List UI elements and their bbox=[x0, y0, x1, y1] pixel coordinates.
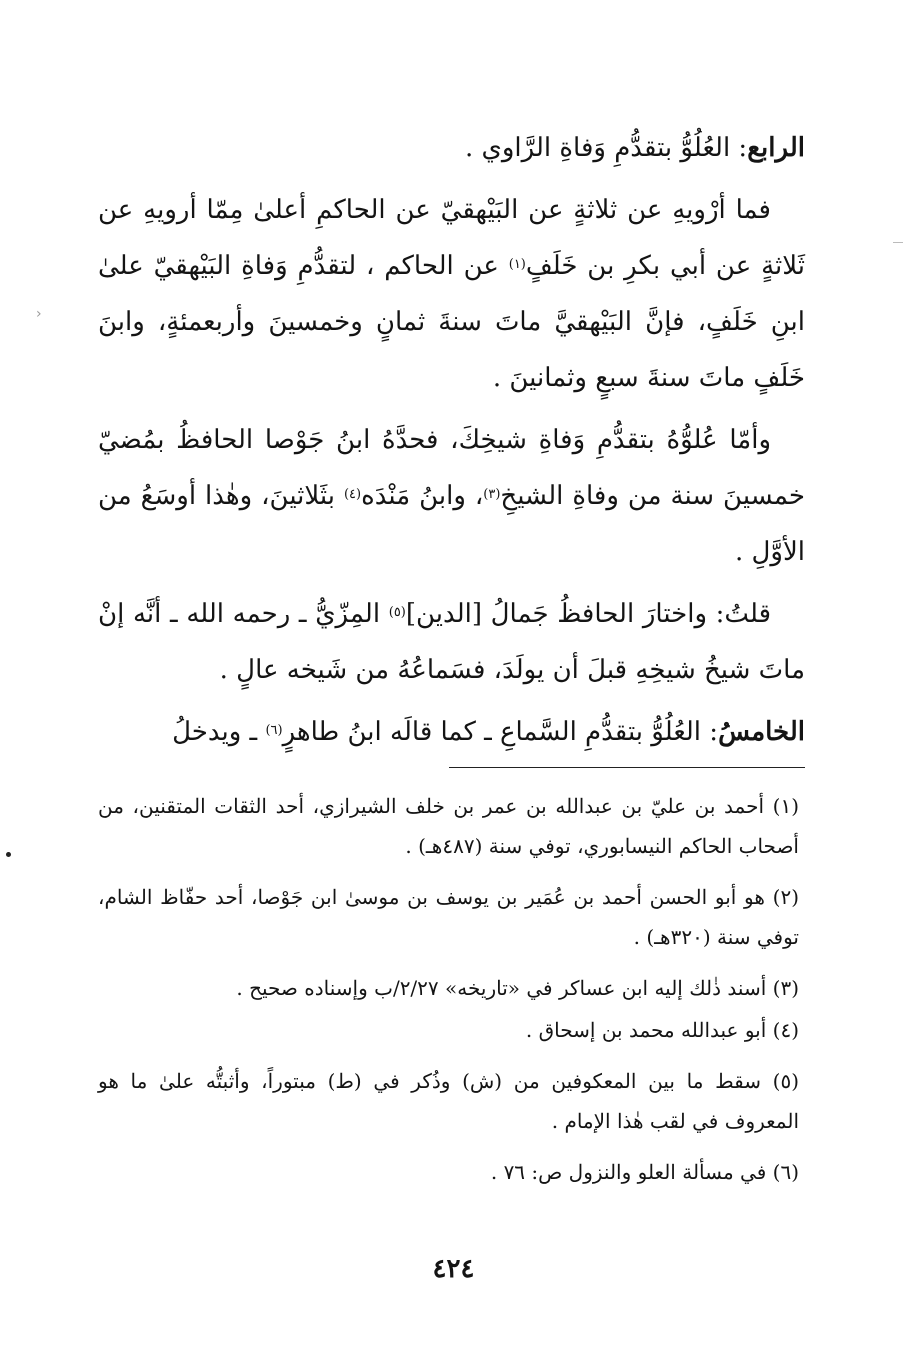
main-text bbox=[98, 120, 805, 766]
footnote-1: (١) أحمد بن عليّ بن عبدالله بن عمر بن خلف الشيرازي، أحد الثقات المتقنين، من أصحاب الحاكم النيسابوري، توفي سنة (٤٨٧هـ) . bbox=[98, 794, 799, 858]
paragraph-text: عن الحاكم ، لتقدُّمِ وَفاةِ البَيْهقيّ علىٰ ابنِ خَلَفٍ، فإنَّ البَيْهقيَّ ماتَ سنةَ ثمانٍ وخمسينَ وأربعمئةٍ، وابنَ خَلَفٍ ماتَ سنةَ سبعٍ وثمانينَ . bbox=[98, 251, 805, 393]
paragraph-text: وأمّا عُلوُّهُ بتقدُّمِ وَفاةِ شيخِكَ، فحدَّهُ ابنُ جَوْصا الحافظُ بمُضيّ خمسينَ سنة من وفاةِ الشيخِ bbox=[98, 425, 805, 511]
paragraph-text: قلتُ: واختارَ الحافظُ جَمالُ [الدين] bbox=[405, 599, 771, 629]
footnote-6: (٦) في مسألة العلو والنزول ص: ٧٦ . bbox=[490, 1160, 799, 1184]
footnote-4: (٤) أبو عبدالله محمد بن إسحاق . bbox=[525, 1018, 799, 1042]
footnote-marker-6: (٦) bbox=[265, 723, 283, 738]
paragraph-text: : العُلُوُّ بتقدُّمِ السَّماعِ ـ كما قالَه ابنُ طاهرٍ bbox=[282, 717, 719, 747]
page-number: ٤٢٤ bbox=[432, 1254, 475, 1284]
paragraph-fourth-type bbox=[98, 120, 805, 176]
footnote-marker-5: (٥) bbox=[388, 605, 406, 620]
paragraph-fifth-type bbox=[98, 704, 805, 760]
footnote-3: (٣) أسند ذٰلك إليه ابن عساكر في «تاريخه» ٢/٢٧/ب وإسناده صحيح . bbox=[236, 976, 799, 1000]
paragraph-text: ، وابنُ مَنْدَه bbox=[361, 481, 484, 511]
margin-dot bbox=[6, 852, 11, 857]
footnote-marker-3: (٣) bbox=[483, 487, 501, 502]
footnote-marker-1: (١) bbox=[508, 257, 526, 272]
paragraph-bayhaqi bbox=[98, 182, 805, 406]
paragraph-text: المِزّيُّ ـ رحمه الله ـ أنَّه إنْ ماتَ شيخُ شيخِهِ قبلَ أن يولَدَ، فسَماعُهُ من شَيخه عالٍ . bbox=[98, 599, 805, 685]
footnote-5: (٥) سقط ما بين المعكوفين من (ش) وذُكر في (ط) مبتوراً، وأثبتُّه علىٰ ما هو المعروف في لقب هٰذا الإمام . bbox=[98, 1069, 799, 1133]
footnote-2: (٢) هو أبو الحسن أحمد بن عُمَير بن يوسف بن موسىٰ ابن جَوْصا، أحد حفّاظ الشام، توفي سنة (٣٢٠هـ) . bbox=[98, 885, 799, 949]
paragraph-text: : العُلُوُّ بتقدُّمِ وَفاةِ الرَّاوي . bbox=[464, 133, 748, 163]
heading-term-fourth: الرابع bbox=[747, 133, 805, 163]
heading-term-fifth: الخامسُ bbox=[718, 717, 805, 747]
margin-arrow-icon: ‹ bbox=[36, 306, 42, 322]
footnote-marker-4: (٤) bbox=[343, 487, 362, 502]
footnotes bbox=[98, 786, 799, 1203]
paragraph-text: ـ ويدخلُ bbox=[172, 717, 266, 747]
margin-tick bbox=[893, 242, 903, 243]
paragraph-text: بثَلاثينَ، وهٰذا أوسَعُ من الأوَّلِ . bbox=[98, 481, 805, 567]
paragraph-mizzi bbox=[98, 586, 805, 698]
paragraph-text: فما أرْويهِ عن ثلاثةٍ عن البَيْهقيّ عن الحاكمِ أعلىٰ مِمّا أرويهِ عن ثَلاثةٍ عن أبي بكرِ بن خَلَفٍ bbox=[98, 195, 805, 281]
footnote-separator bbox=[449, 767, 805, 768]
paragraph-shaykh-death bbox=[98, 412, 805, 580]
